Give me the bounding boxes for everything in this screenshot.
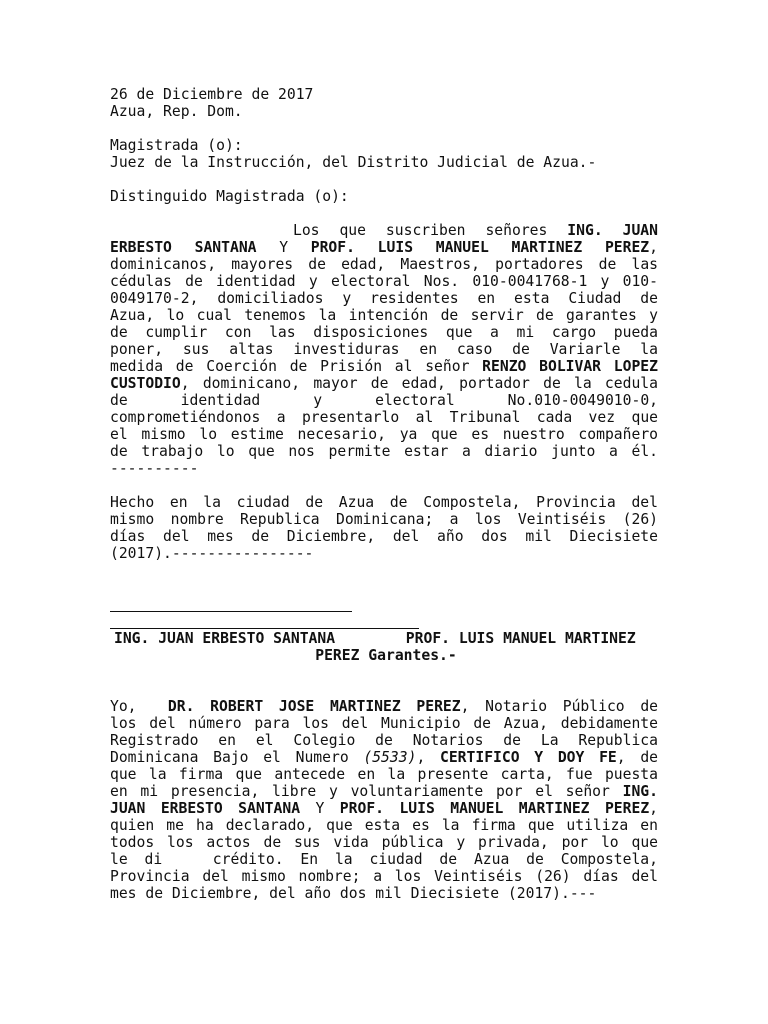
paragraph-line: Los que suscriben señores ING. JUAN	[293, 222, 658, 239]
paragraph-line: Dominicana Bajo el Numero (5533), CERTIFICO Y DOY FE, de	[110, 749, 659, 766]
paragraph-line: Registrado en el Colegio de Notarios de La Republica	[110, 732, 658, 749]
body-paragraph	[110, 222, 658, 477]
paragraph-line: Azua, lo cual tenemos la intención de servir de garantes y	[110, 307, 658, 324]
paragraph-line: días del mes de Diciembre, del año dos mil Diecisiete	[110, 528, 658, 545]
paragraph-line: medida de Coerción de Prisión al señor RENZO BOLIVAR LOPEZ	[110, 358, 658, 375]
paragraph-line: 0049170-2, domiciliados y residentes en esta Ciudad de	[110, 290, 658, 307]
paragraph-line: los del número para los del Municipio de Azua, debidamente	[110, 715, 658, 732]
paragraph-line: de cumplir con las disposiciones que a mi cargo pueda	[110, 324, 658, 341]
signature-line-2	[110, 628, 419, 629]
letter-header	[110, 86, 658, 120]
addressee	[110, 137, 658, 171]
letter-place: Azua, Rep. Dom.	[110, 103, 243, 120]
paragraph-line: comprometiéndonos a presentarlo al Tribunal cada vez que	[110, 409, 658, 426]
paragraph-line: ----------	[110, 460, 199, 477]
paragraph-line: de trabajo lo que nos permite estar a diario junto a él.	[110, 443, 658, 460]
paragraph-line: (2017).----------------	[110, 545, 314, 562]
signature-role: PEREZ Garantes.-	[315, 647, 457, 664]
paragraph-line: todos los actos de sus vida pública y privada, por lo que	[110, 834, 658, 851]
signature-names: ING. JUAN ERBESTO SANTANA PROF. LUIS MANUEL MARTINEZ	[114, 630, 636, 647]
paragraph-line: mismo nombre Republica Dominicana; a los Veintiséis (26)	[110, 511, 658, 528]
notary-paragraph	[110, 698, 658, 902]
paragraph-line: Provincia del mismo nombre; a los Veintiséis (26) días del	[110, 868, 658, 885]
paragraph-line: poner, sus altas investiduras en caso de Variarle la	[110, 341, 658, 358]
paragraph-line: que la firma que antecede en la presente carta, fue puesta	[110, 766, 658, 783]
paragraph-line: de identidad y electoral No.010-0049010-0,	[110, 392, 658, 409]
salutation: Distinguido Magistrada (o):	[110, 188, 349, 205]
paragraph-line: le di crédito. En la ciudad de Azua de Compostela,	[110, 851, 658, 868]
addressee-title: Magistrada (o):	[110, 137, 243, 154]
closing-paragraph	[110, 494, 658, 562]
paragraph-line: dominicanos, mayores de edad, Maestros, portadores de las	[110, 256, 658, 273]
paragraph-line: cédulas de identidad y electoral Nos. 010-0041768-1 y 010-	[110, 273, 658, 290]
paragraph-line: ERBESTO SANTANA Y PROF. LUIS MANUEL MARTINEZ PEREZ,	[110, 239, 658, 256]
paragraph-line: el mismo lo estime necesario, ya que es nuestro compañero	[110, 426, 658, 443]
paragraph-line: Yo, DR. ROBERT JOSE MARTINEZ PEREZ, Notario Público de	[110, 698, 659, 715]
letter-date: 26 de Diciembre de 2017	[110, 86, 314, 103]
salutation-block	[110, 188, 658, 205]
signature-block	[110, 630, 662, 664]
addressee-court: Juez de la Instrucción, del Distrito Judicial de Azua.-	[110, 154, 597, 171]
paragraph-line: en mi presencia, libre y voluntariamente por el señor ING.	[110, 783, 658, 800]
paragraph-line: CUSTODIO, dominicano, mayor de edad, portador de la cedula	[110, 375, 658, 392]
paragraph-line: JUAN ERBESTO SANTANA Y PROF. LUIS MANUEL MARTINEZ PEREZ,	[110, 800, 659, 817]
paragraph-line: mes de Diciembre, del año dos mil Diecisiete (2017).---	[110, 885, 597, 902]
paragraph-line: Hecho en la ciudad de Azua de Compostela, Provincia del	[110, 494, 658, 511]
paragraph-line: quien me ha declarado, que esta es la firma que utiliza en	[110, 817, 658, 834]
signature-line-1	[110, 611, 352, 612]
